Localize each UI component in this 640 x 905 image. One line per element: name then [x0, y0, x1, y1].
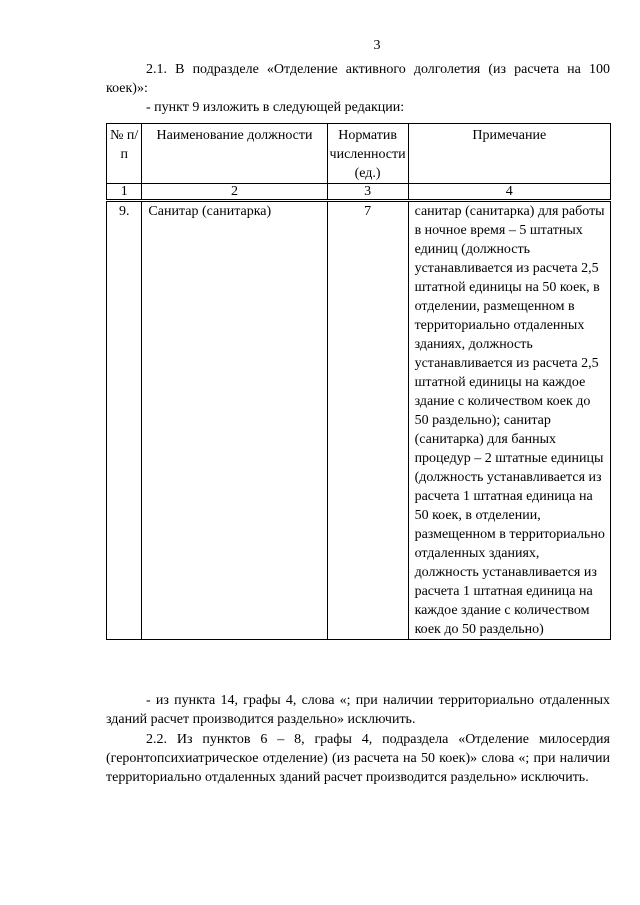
- page-number: 3: [373, 38, 381, 53]
- header-norm: Норматив численности (ед.): [327, 124, 408, 184]
- intro-paragraph: 2.1. В подразделе «Отделение активного долголетия (из расчета на 100 коек)»:: [106, 62, 610, 96]
- column-number: 4: [408, 184, 610, 201]
- table-header-row: [107, 124, 611, 184]
- paragraph-2-2: 2.2. Из пунктов 6 – 8, графы 4, подраздела «Отделение милосердия (геронтопсихиатрическое отделение) (из расчета на 50 коек)» слова «; при наличии территориально отдаленных зданий расчет производится раздельно» исключить.: [106, 732, 610, 785]
- table-row: [107, 201, 611, 640]
- staffing-table: [106, 123, 611, 640]
- row-note: санитар (санитарка) для работы в ночное время – 5 штатных единиц (должность устанавливается из расчета 2,5 штатной единицы на 50 коек, в отделении, размещенном в территориально отдаленных зданиях, должность устанавливается из расчета 2,5 штатной единицы на каждое здание с количеством коек до 50 раздельно); санитар (санитарка) для банных процедур – 2 штатные единицы (должность устанавливается из расчета 1 штатная единица на 50 коек, в отделении, размещенном в территориально отдаленных зданиях, должность устанавливается из расчета 1 штатная единица на каждое здание с количеством коек до 50 раздельно): [408, 201, 610, 640]
- row-position-name: Санитар (санитарка): [142, 201, 327, 640]
- paragraph-item-14: - из пункта 14, графы 4, слова «; при наличии территориально отдаленных зданий расчет производится раздельно» исключить.: [106, 693, 610, 727]
- column-number: 2: [142, 184, 327, 201]
- header-name: Наименование должности: [142, 124, 327, 184]
- header-note: Примечание: [408, 124, 610, 184]
- column-number: 3: [327, 184, 408, 201]
- row-num: 9.: [107, 201, 142, 640]
- row-norm: 7: [327, 201, 408, 640]
- header-num: № п/п: [107, 124, 142, 184]
- column-number-row: [107, 184, 611, 201]
- intro-instruction: - пункт 9 изложить в следующей редакции:: [146, 100, 405, 115]
- column-number: 1: [107, 184, 142, 201]
